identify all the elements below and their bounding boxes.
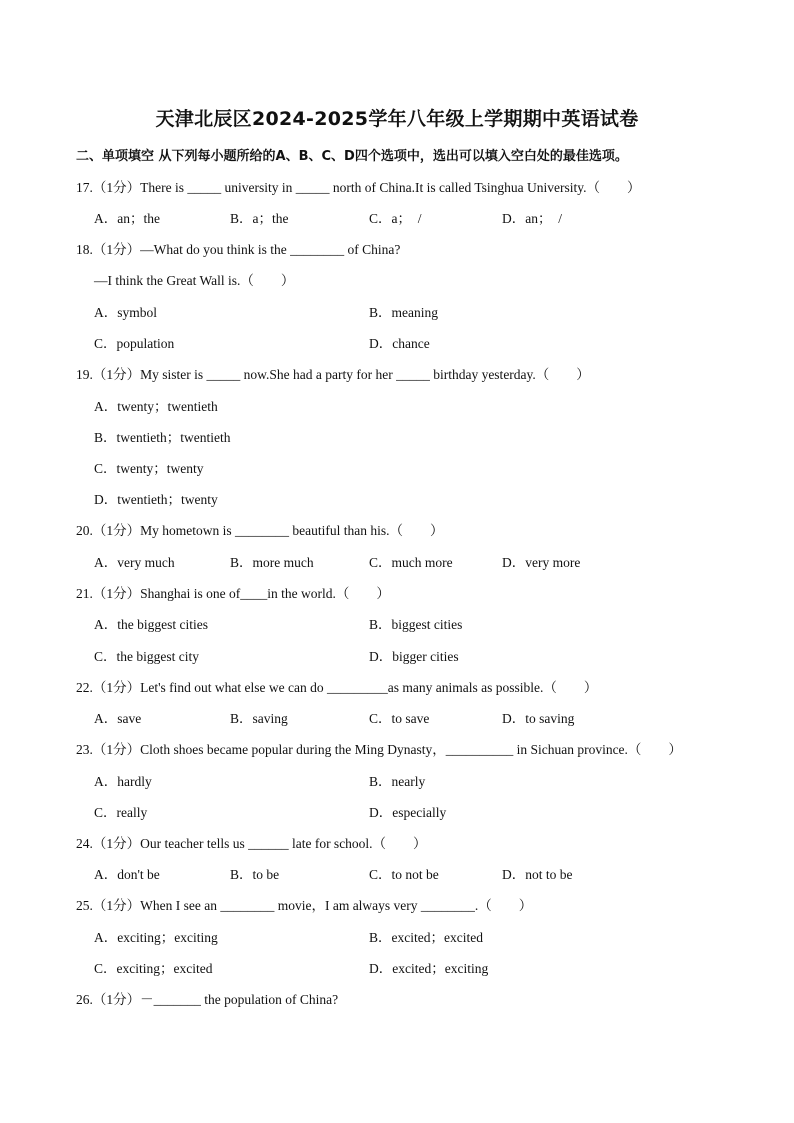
q20-option-c: C．much more bbox=[369, 555, 453, 570]
question-17-stem: 17.（1分）There is _____ university in _____ north of China.It is called Tsinghua University.（ ） bbox=[76, 180, 641, 195]
question-24-stem: 24.（1分）Our teacher tells us ______ late for school.（ ） bbox=[76, 836, 427, 851]
q22-option-c: C．to save bbox=[369, 711, 430, 726]
q17-option-d: D．an； / bbox=[502, 211, 562, 226]
q17-option-a: A．an；the bbox=[94, 211, 160, 226]
q25-option-a: A．exciting；exciting bbox=[94, 930, 218, 945]
q22-option-d: D．to saving bbox=[502, 711, 575, 726]
q18-option-a: A．symbol bbox=[94, 305, 158, 320]
q22-option-a: A．save bbox=[94, 711, 142, 726]
q21-option-b: B．biggest cities bbox=[369, 617, 463, 632]
q24-option-d: D．not to be bbox=[502, 867, 573, 882]
q19-option-c: C．twenty；twenty bbox=[94, 461, 204, 476]
q18-option-c: C．population bbox=[94, 336, 175, 351]
q19-option-a: A．twenty；twentieth bbox=[94, 399, 218, 414]
section-header: 二、单项填空 从下列每小题所给的A、B、C、D四个选项中，选出可以填入空白处的最佳选项。 bbox=[76, 149, 628, 164]
q23-option-a: A．hardly bbox=[94, 774, 152, 789]
question-18-answer-line: —I think the Great Wall is.（ ） bbox=[94, 273, 295, 288]
q19-option-b: B．twentieth；twentieth bbox=[94, 430, 231, 445]
q20-option-d: D．very more bbox=[502, 555, 581, 570]
question-25-stem: 25.（1分）When I see an ________ movie，I am always very ________.（ ） bbox=[76, 898, 533, 913]
q20-option-b: B．more much bbox=[230, 555, 314, 570]
question-18-stem: 18.（1分）—What do you think is the ________ of China? bbox=[76, 242, 401, 257]
q22-option-b: B．saving bbox=[230, 711, 288, 726]
q24-option-b: B．to be bbox=[230, 867, 280, 882]
question-19-stem: 19.（1分）My sister is _____ now.She had a party for her _____ birthday yesterday.（ ） bbox=[76, 367, 590, 382]
page-title: 天津北辰区2024-2025学年八年级上学期期中英语试卷 bbox=[155, 108, 639, 130]
q23-option-d: D．especially bbox=[369, 805, 447, 820]
q18-option-d: D．chance bbox=[369, 336, 430, 351]
q21-option-c: C．the biggest city bbox=[94, 649, 199, 664]
question-21-stem: 21.（1分）Shanghai is one of____in the world.（ ） bbox=[76, 586, 390, 601]
q25-option-c: C．exciting；excited bbox=[94, 961, 213, 976]
q25-option-d: D．excited；exciting bbox=[369, 961, 489, 976]
q25-option-b: B．excited；excited bbox=[369, 930, 483, 945]
q17-option-c: C．a； / bbox=[369, 211, 422, 226]
q19-option-d: D．twentieth；twenty bbox=[94, 492, 218, 507]
question-26-stem: 26.（1分）－_______ the population of China? bbox=[76, 992, 339, 1007]
q24-option-c: C．to not be bbox=[369, 867, 439, 882]
q18-option-b: B．meaning bbox=[369, 305, 438, 320]
question-22-stem: 22.（1分）Let's find out what else we can do _________as many animals as possible.（ ） bbox=[76, 680, 598, 695]
q23-option-b: B．nearly bbox=[369, 774, 426, 789]
q21-option-a: A．the biggest cities bbox=[94, 617, 208, 632]
q24-option-a: A．don't be bbox=[94, 867, 160, 882]
q21-option-d: D．bigger cities bbox=[369, 649, 459, 664]
q20-option-a: A．very much bbox=[94, 555, 175, 570]
q17-option-b: B．a；the bbox=[230, 211, 289, 226]
q23-option-c: C．really bbox=[94, 805, 148, 820]
question-23-stem: 23.（1分）Cloth shoes became popular during the Ming Dynasty，__________ in Sichuan province.（ ） bbox=[76, 742, 682, 757]
question-20-stem: 20.（1分）My hometown is ________ beautiful than his.（ ） bbox=[76, 523, 444, 538]
